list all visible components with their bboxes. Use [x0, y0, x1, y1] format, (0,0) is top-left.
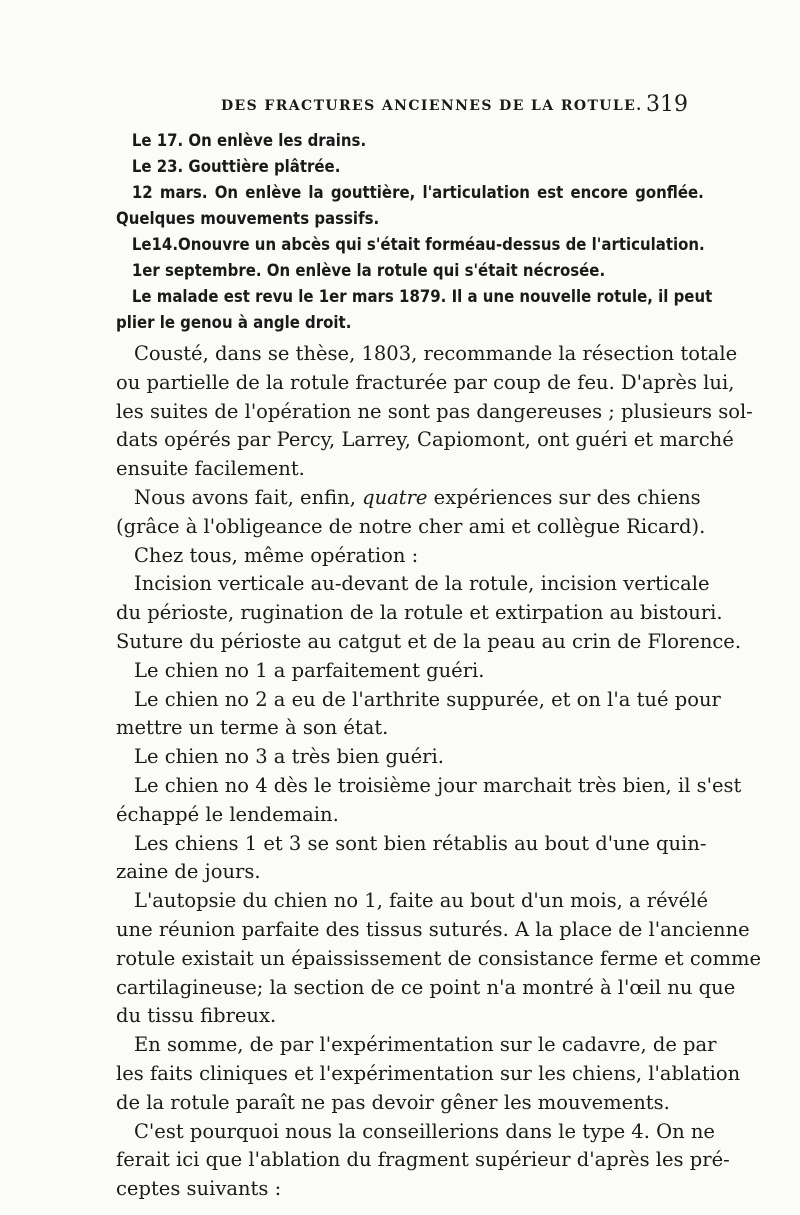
- text-line: ceptes suivants :: [116, 1177, 282, 1201]
- text-line: 1er septembre. On enlève la rotule qui s'était nécrosée.: [131, 261, 606, 281]
- text-line: Le 17. On enlève les drains.: [131, 131, 367, 151]
- page-number: 319: [646, 92, 688, 117]
- text-line: les suites de l'opération ne sont pas dangereuses ; plusieurs sol-: [116, 399, 753, 423]
- running-title: DES FRACTURES ANCIENNES DE LA ROTULE.: [221, 98, 643, 114]
- text-line: du périoste, rugination de la rotule et extirpation au bistouri.: [116, 601, 723, 625]
- case-notes: [116, 128, 713, 336]
- text-line: plier le genou à angle droit.: [116, 313, 352, 333]
- text-line: une réunion parfaite des tissus suturés. A la place de l'ancienne: [116, 917, 750, 941]
- text-line: mettre un terme à son état.: [116, 716, 389, 740]
- text-line: Incision verticale au-devant de la rotule, incision verticale: [134, 572, 710, 596]
- text-line: Le chien no 3 a très bien guéri.: [134, 745, 444, 769]
- text-line: 12 mars. On enlève la gouttière, l'articulation est encore gonflée.: [131, 183, 704, 203]
- page-header: [116, 92, 688, 126]
- text-line: Suture du périoste au catgut et de la peau au crin de Florence.: [116, 629, 742, 653]
- text-line: Le chien no 4 dès le troisième jour marchait très bien, il s'est: [134, 773, 742, 797]
- text-line: les faits cliniques et l'expérimentation sur les chiens, l'ablation: [116, 1061, 741, 1085]
- text-line: Nous avons fait, enfin, quatre expériences sur des chiens: [134, 485, 701, 509]
- text-line: rotule existait un épaississement de consistance ferme et comme: [116, 946, 762, 970]
- text-line: Les chiens 1 et 3 se sont bien rétablis au bout d'une quin-: [134, 831, 707, 855]
- text-line: de la rotule paraît ne pas devoir gêner les mouvements.: [116, 1090, 670, 1114]
- text-line: ou partielle de la rotule fracturée par coup de feu. D'après lui,: [116, 370, 735, 394]
- text-line: Cousté, dans se thèse, 1803, recommande la résection totale: [134, 342, 738, 365]
- page-body: [116, 128, 762, 1204]
- text-line: C'est pourquoi nous la conseillerions dans le type 4. On ne: [134, 1119, 715, 1143]
- emphasis: quatre: [362, 485, 428, 509]
- text-line: ferait ici que l'ablation du fragment supérieur d'après les pré-: [116, 1148, 730, 1172]
- text-line: L'autopsie du chien no 1, faite au bout d'un mois, a révélé: [134, 889, 708, 913]
- text-line: dats opérés par Percy, Larrey, Capiomont, ont guéri et marché: [116, 428, 734, 452]
- text-line: Le14.Onouvre un abcès qui s'était forméau-dessus de l'articulation.: [131, 235, 705, 255]
- text-line: ensuite facilement.: [116, 457, 305, 481]
- text-line: Chez tous, même opération :: [134, 543, 419, 567]
- text-line: cartilagineuse; la section de ce point n'a montré à l'œil nu que: [116, 975, 736, 999]
- text-line: Le chien no 1 a parfaitement guéri.: [134, 658, 485, 682]
- text-line: (grâce à l'obligeance de notre cher ami et collègue Ricard).: [116, 514, 706, 538]
- text-line: du tissu fibreux.: [116, 1004, 277, 1028]
- text-line: Quelques mouvements passifs.: [116, 209, 380, 229]
- main-text: [116, 340, 762, 1204]
- text-line: Le 23. Gouttière plâtrée.: [131, 157, 341, 177]
- text-line: échappé le lendemain.: [116, 802, 339, 826]
- text-line: zaine de jours.: [116, 860, 261, 884]
- text-line: Le chien no 2 a eu de l'arthrite suppurée, et on l'a tué pour: [134, 687, 721, 711]
- text-line: Le malade est revu le 1er mars 1879. Il a une nouvelle rotule, il peut: [131, 287, 713, 307]
- text-line: En somme, de par l'expérimentation sur le cadavre, de par: [134, 1033, 717, 1057]
